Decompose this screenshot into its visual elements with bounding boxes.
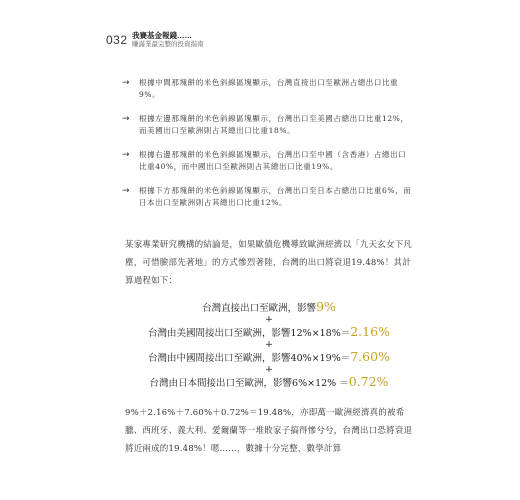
formula-text: 台灣由中國間接出口至歐洲，影響40%×19%＝ (148, 353, 351, 364)
bullet-item (122, 113, 412, 137)
bullet-item (122, 185, 412, 209)
formula-value: 7.60% (350, 349, 390, 364)
formula-text: 台灣由美國間接出口至歐洲，影響12%×18%＝ (148, 328, 351, 339)
running-header (132, 31, 332, 49)
plus-sign: + (265, 314, 273, 325)
book-subtitle: 賺滿業最完整的投資指南 (132, 41, 204, 48)
formula-line (125, 375, 413, 391)
bullet-item (122, 77, 412, 101)
formula-value: 0.72% (348, 374, 389, 389)
formula-value: 2.16% (350, 324, 390, 339)
bullet-text: 根據下方那塊餅的米色斜線區塊顯示，台灣出口至日本占總出口比重6%，而日本出口至歐洲則占其總出口比重12%。 (139, 186, 412, 207)
plus-sign: + (265, 364, 273, 375)
formula-text: 台灣直接出口至歐洲，影響 (202, 303, 317, 314)
book-title: 我賽基金報錢…… (132, 31, 192, 40)
body-paragraph: 某家專業研究機構的結論是，如果歐債危機導致歐洲經濟以「九天玄女下凡塵，可惜臉部先著地」的方式慘烈著陸，台灣的出口將衰退19.48%！其計算過程如下： (125, 240, 413, 286)
formula-value: 9% (316, 299, 336, 314)
arrow-right-icon: → (122, 114, 130, 124)
calculation-block (125, 300, 413, 391)
formula-text: 台灣由日本間接出口至歐洲，影響6%×12% ＝ (149, 378, 349, 389)
bullet-text: 根據右邊那塊餅的米色斜線區塊顯示，台灣出口至中國（含香港）占總出口比重40%，而中國出口至歐洲則占其總出口比重19%。 (139, 150, 407, 171)
page-number: 032 (106, 33, 128, 47)
plus-sign: + (265, 339, 273, 350)
arrow-right-icon: → (122, 78, 130, 88)
bullet-text: 根據左邊那塊餅的米色斜線區塊顯示，台灣出口至美國占總出口比重12%，而美國出口至歐洲則占其總出口比重18%。 (139, 114, 409, 135)
arrow-right-icon: → (122, 186, 130, 196)
arrow-right-icon: → (122, 150, 130, 160)
body-paragraph: 9%＋2.16%＋7.60%＋0.72%＝19.48%，亦即萬一歐洲經濟真的被希臘、西班牙、義大利、愛爾蘭等一堆敗家子搞得慘兮兮，台灣出口恐將衰退將近兩成的19.48%！嗯……，數據十分完整，數學計算 (125, 408, 413, 454)
bullet-list (122, 77, 412, 221)
bullet-text: 根據中間那塊餅的米色斜線區塊顯示，台灣直接出口至歐洲占總出口比重9%。 (139, 78, 399, 99)
bullet-item (122, 149, 412, 173)
